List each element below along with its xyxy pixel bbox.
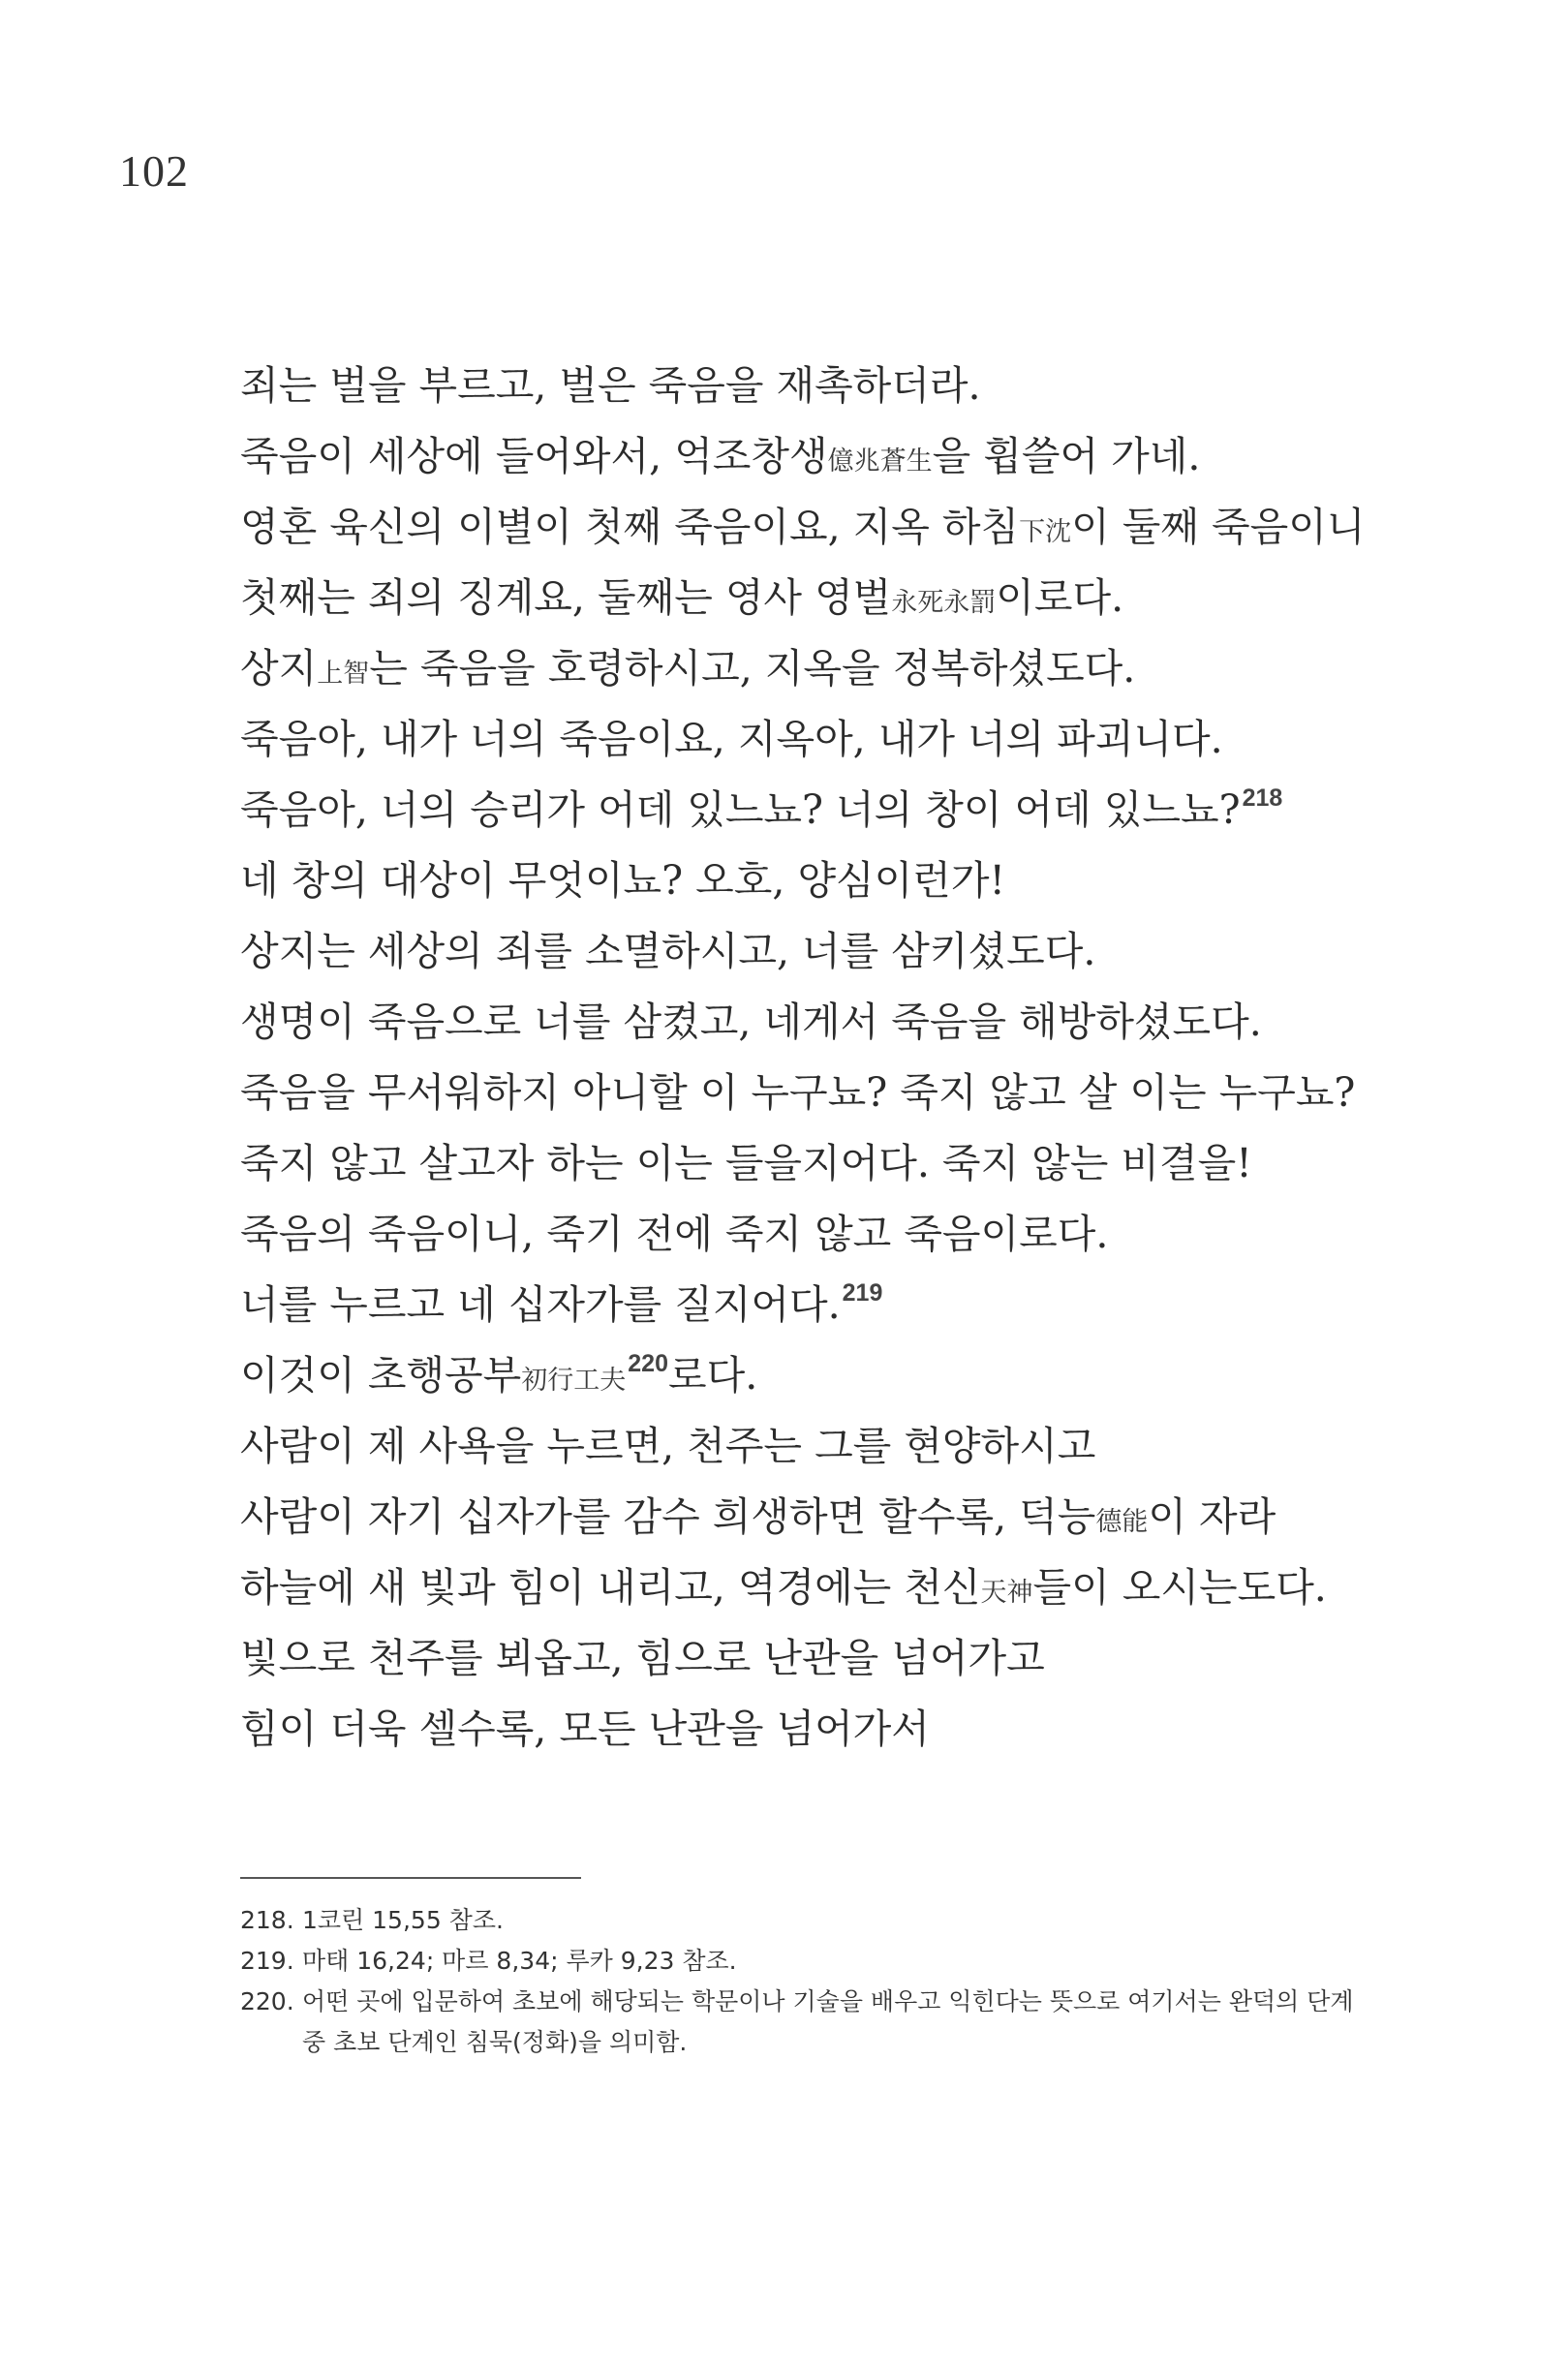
line-text: 빛으로 천주를 뵈옵고, 힘으로 난관을 넘어가고 (240, 1635, 1045, 1681)
line-text: 너를 누르고 네 십자가를 질지어다. (240, 1281, 841, 1328)
poem-line (240, 1346, 1460, 1417)
poem-line (240, 569, 1460, 639)
poem-line (240, 1417, 1460, 1488)
line-text: 죽음아, 너의 승리가 어데 있느뇨? 너의 창이 어데 있느뇨? (240, 786, 1241, 833)
line-text: 상지 (240, 645, 318, 692)
footnote-number: 218. (240, 1906, 294, 1934)
footnote (240, 1941, 1364, 1982)
line-text-continued: 들이 오시는도다. (1032, 1564, 1327, 1611)
line-text: 이것이 초행공부 (240, 1352, 522, 1399)
footnotes (240, 1900, 1364, 2063)
footnote-number: 219. (240, 1947, 294, 1975)
line-text-continued: 을 휩쓸어 가네. (932, 433, 1201, 479)
poem-line (240, 1134, 1460, 1205)
poem-line (240, 781, 1460, 851)
footnote-text: 1코린 15,55 참조. (302, 1906, 504, 1934)
line-text: 죽지 않고 살고자 하는 이는 들을지어다. 죽지 않는 비결을! (240, 1140, 1252, 1186)
line-text-continued: 이 자라 (1148, 1493, 1276, 1540)
footnote (240, 1900, 1364, 1941)
line-text: 사람이 자기 십자가를 감수 희생하면 할수록, 덕능 (240, 1493, 1096, 1540)
footnote-divider (240, 1877, 581, 1879)
line-text: 죽음아, 내가 너의 죽음이요, 지옥아, 내가 너의 파괴니다. (240, 716, 1223, 762)
page-number: 102 (119, 146, 189, 196)
hanja-gloss: 永死永罰 (891, 588, 997, 618)
poem-body (240, 356, 1460, 1770)
line-text: 하늘에 새 빛과 힘이 내리고, 역경에는 천신 (240, 1564, 981, 1611)
footnote-text: 어떤 곳에 입문하여 초보에 해당되는 학문이나 기술을 배우고 익힌다는 뜻으로 여기서는 완덕의 단계중 초보 단계인 침묵(정화)을 의미함. (302, 1987, 1354, 2056)
poem-line (240, 1488, 1460, 1558)
poem-line (240, 1063, 1460, 1134)
line-text-continued: 이 둘째 죽음이니 (1071, 504, 1366, 550)
poem-line (240, 1276, 1460, 1346)
poem-line (240, 851, 1460, 922)
line-text: 힘이 더욱 셀수록, 모든 난관을 넘어가서 (240, 1706, 930, 1752)
poem-line (240, 993, 1460, 1063)
poem-line (240, 427, 1460, 498)
poem-line (240, 1558, 1460, 1629)
poem-line (240, 922, 1460, 993)
poem-line (240, 639, 1460, 710)
poem-line (240, 1205, 1460, 1276)
hanja-gloss: 天神 (980, 1578, 1033, 1608)
hanja-gloss: 億兆蒼生 (827, 446, 933, 477)
line-text: 네 창의 대상이 무엇이뇨? 오호, 양심이런가! (240, 857, 1005, 904)
footnote-text: 마태 16,24; 마르 8,34; 루카 9,23 참조. (302, 1947, 737, 1975)
footnote-number: 220. (240, 1987, 294, 2015)
line-text: 생명이 죽음으로 너를 삼켰고, 네게서 죽음을 해방하셨도다. (240, 999, 1262, 1045)
line-text: 상지는 세상의 죄를 소멸하시고, 너를 삼키셨도다. (240, 928, 1096, 974)
poem-line (240, 710, 1460, 781)
line-text-continued: 로다. (668, 1352, 758, 1399)
line-text: 죽음이 세상에 들어와서, 억조창생 (240, 433, 828, 479)
hanja-gloss: 德能 (1095, 1507, 1149, 1537)
line-text: 죽음의 죽음이니, 죽기 전에 죽지 않고 죽음이로다. (240, 1211, 1109, 1257)
hanja-gloss: 下沈 (1019, 517, 1072, 547)
poem-line (240, 1700, 1460, 1770)
hanja-gloss: 上智 (317, 659, 370, 689)
line-text: 사람이 제 사욕을 누르면, 천주는 그를 현양하시고 (240, 1423, 1096, 1469)
footnote-reference[interactable]: 218 (1242, 784, 1283, 812)
poem-line (240, 1629, 1460, 1700)
poem-line (240, 356, 1460, 427)
hanja-gloss: 初行工夫 (521, 1366, 627, 1396)
footnote-reference[interactable]: 219 (842, 1279, 883, 1307)
line-text-continued: 는 죽음을 호령하시고, 지옥을 정복하셨도다. (369, 645, 1136, 692)
line-text: 영혼 육신의 이별이 첫째 죽음이요, 지옥 하침 (240, 504, 1020, 550)
footnote-reference[interactable]: 220 (628, 1350, 668, 1377)
poem-line (240, 498, 1460, 569)
line-text: 죄는 벌을 부르고, 벌은 죽음을 재촉하더라. (240, 362, 981, 409)
line-text: 첫째는 죄의 징계요, 둘째는 영사 영벌 (240, 574, 892, 621)
line-text: 죽음을 무서워하지 아니할 이 누구뇨? 죽지 않고 살 이는 누구뇨? (240, 1069, 1356, 1116)
line-text-continued: 이로다. (996, 574, 1124, 621)
footnote (240, 1982, 1364, 2063)
